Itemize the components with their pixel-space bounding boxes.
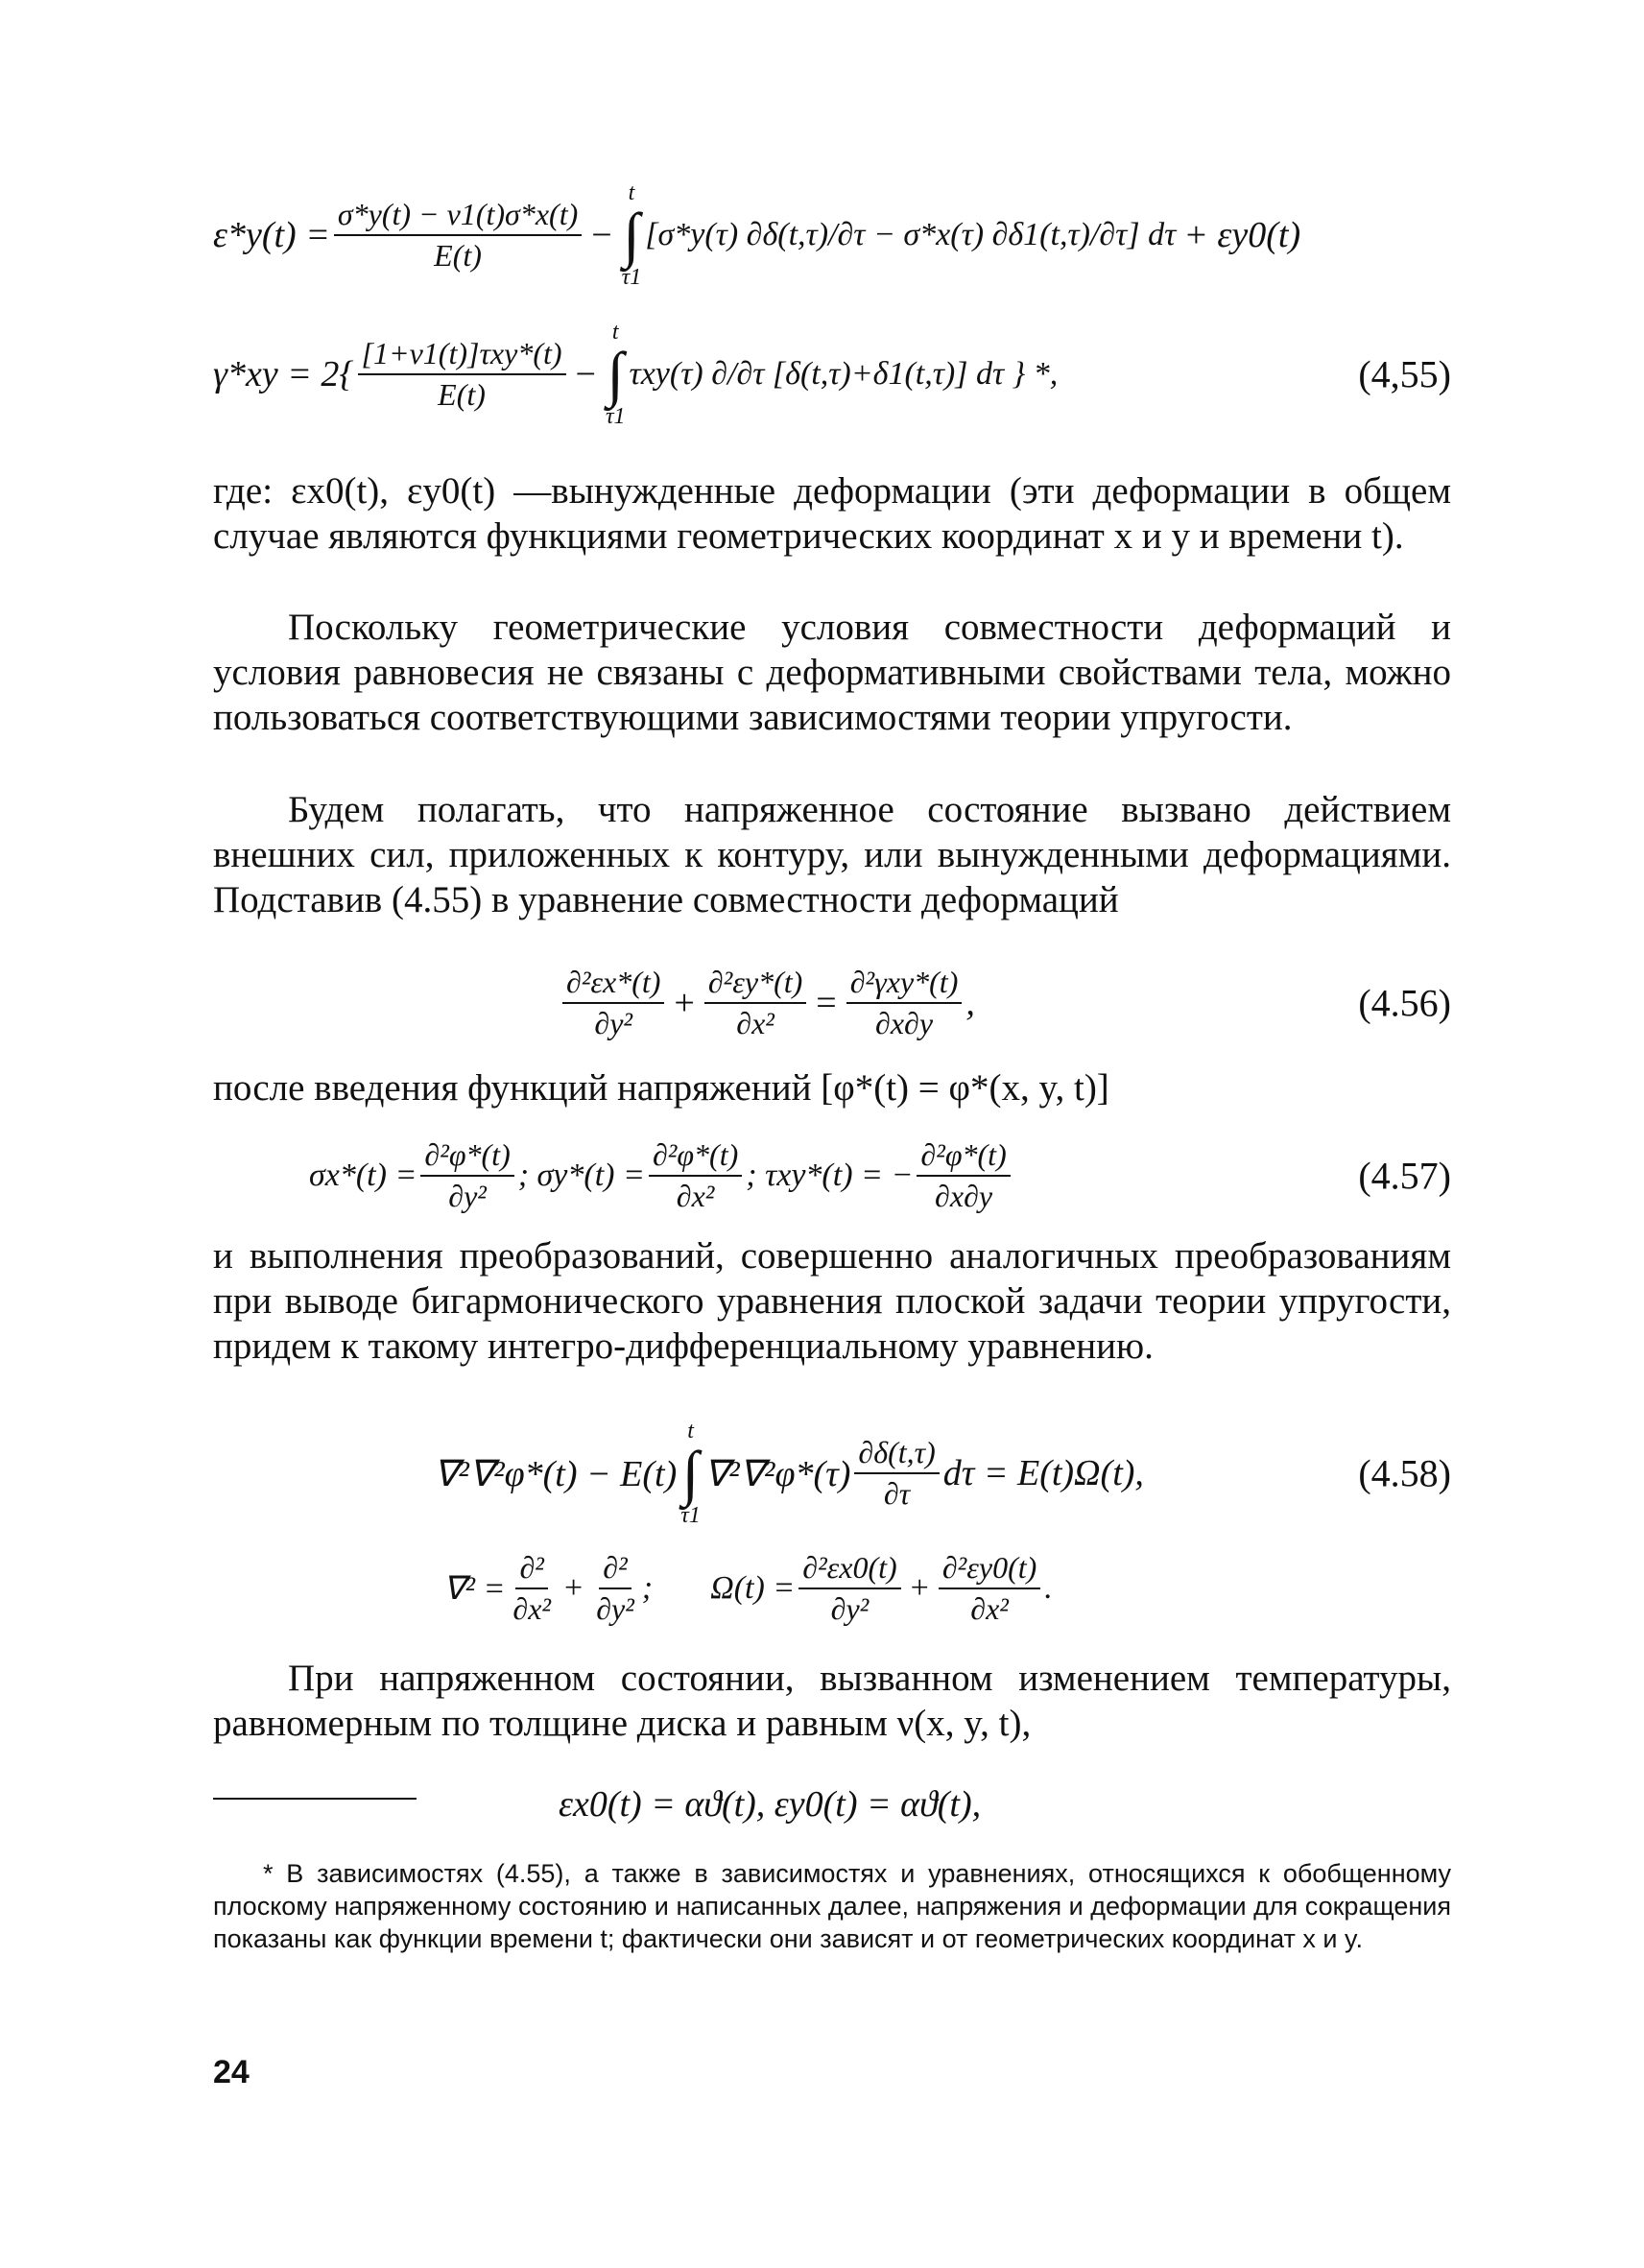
nabla-frac2 — [592, 1550, 638, 1627]
eq2-int-upper: t — [611, 320, 619, 345]
eq456-term1 — [562, 965, 664, 1041]
eq457-sigma-y-lhs: ; σy*(t) = — [517, 1158, 645, 1193]
eq456-t1-num: ∂²εx*(t) — [562, 965, 664, 1004]
eq457-a-num: ∂²φ*(t) — [420, 1137, 513, 1177]
nabla-n2-num: ∂² — [599, 1550, 631, 1589]
eq456-term3 — [846, 965, 963, 1041]
omega-plus: + — [910, 1570, 929, 1606]
para3-text: Будем полагать, что напряженное состояние вызвано действием внешних сил, приложенных к контуру, или вынужденными деформациями. Подставив (4.55) в уравнение совместности деформаций — [213, 789, 1451, 920]
eq457-a-den: ∂y² — [448, 1179, 487, 1213]
nabla-plus: + — [564, 1570, 584, 1606]
integral-sign-icon: ∫ — [623, 201, 640, 269]
omega-o2-num: ∂²εy0(t) — [939, 1550, 1040, 1589]
eq1-frac-den: E(t) — [434, 238, 482, 273]
eq1-int-lower: τ1 — [621, 265, 642, 290]
equation-number-4-56: (4.56) — [1358, 981, 1451, 1025]
equation-4-55-line1 — [213, 178, 1451, 293]
eq1-integral — [622, 181, 642, 289]
eq458-frac-den: ∂τ — [883, 1476, 911, 1511]
eq456-t2-den: ∂x² — [736, 1006, 774, 1040]
eq2-int-lower: τ1 — [605, 404, 626, 429]
paragraph-temperature — [213, 1656, 1451, 1746]
eq456-t3-den: ∂x∂y — [875, 1006, 934, 1040]
eq458-rhs: dτ = E(t)Ω(t), — [942, 1453, 1144, 1493]
eq457-c-den: ∂x∂y — [935, 1179, 993, 1213]
eq458-integral — [680, 1420, 701, 1527]
eq457-c-num: ∂²φ*(t) — [917, 1137, 1010, 1177]
equation-number-4-58: (4.58) — [1358, 1451, 1451, 1495]
equation-number-4-55: (4,55) — [1358, 352, 1451, 396]
eq458-integrand: ∇²∇²φ*(τ) — [703, 1453, 851, 1494]
omega-o1-den: ∂y² — [830, 1591, 870, 1626]
nabla-lhs: ∇² = — [443, 1571, 506, 1607]
eq1-lhs: ε*y(t) = — [213, 215, 330, 255]
eq1-int-upper: t — [628, 180, 635, 205]
eq2-frac-den: E(t) — [438, 377, 486, 412]
omega-o1-num: ∂²εx0(t) — [798, 1550, 900, 1589]
paragraph-stress-functions — [213, 1065, 1451, 1110]
omega-end: . — [1044, 1570, 1053, 1606]
paragraph-compatibility — [213, 605, 1451, 740]
eq2-frac-num: [1+ν1(t)]τxy*(t) — [358, 336, 566, 375]
nabla-semicolon: ; — [641, 1570, 654, 1606]
eq456-t1-den: ∂y² — [594, 1006, 633, 1040]
eq2-minus: − — [575, 354, 596, 394]
footnote-divider — [213, 1798, 417, 1800]
omega-frac1 — [798, 1550, 900, 1627]
equation-4-55-line2 — [213, 312, 1451, 437]
omega-lhs: Ω(t) = — [710, 1570, 796, 1606]
eq456-equals: = — [816, 983, 837, 1023]
nabla-n2-den: ∂y² — [596, 1591, 634, 1626]
equation-4-56 — [213, 950, 1451, 1056]
para1-text: где: εx0(t), εy0(t) —вынужденные деформации (эти деформации в общем случае являются функциями геометрических координат x и y и времени t). — [213, 470, 1451, 557]
para4-text: после введения функций напряжений [φ*(t) = φ*(x, y, t)] — [213, 1067, 1109, 1109]
equation-forced-strain — [213, 1780, 1451, 1828]
eq456-comma: , — [965, 983, 975, 1023]
paragraph-transformations — [213, 1233, 1451, 1369]
eq457-sigma-x-lhs: σx*(t) = — [309, 1158, 417, 1193]
paragraph-forced-deformations — [213, 468, 1451, 559]
eq2-integral — [606, 321, 626, 428]
eq457-sigma-x-frac — [420, 1137, 513, 1214]
integral-sign-icon: ∫ — [607, 340, 625, 408]
equation-number-4-57: (4.57) — [1358, 1154, 1451, 1198]
eq457-sigma-y-frac — [649, 1137, 742, 1214]
nabla-frac1 — [509, 1550, 555, 1627]
eq1-minus: − — [591, 215, 612, 255]
omega-o2-den: ∂x² — [970, 1591, 1009, 1626]
eq1-frac-num: σ*y(t) − ν1(t)σ*x(t) — [334, 197, 582, 236]
eq458-frac — [854, 1435, 939, 1512]
equation-4-57 — [213, 1123, 1451, 1229]
eq457-b-den: ∂x² — [676, 1179, 715, 1213]
eq456-term2 — [704, 965, 806, 1041]
para5-text: и выполнения преобразований, совершенно аналогичных преобразованиям при выводе бигармонического уравнения плоской задачи теории упругости, придем к такому интегро-дифференциальному уравнению. — [213, 1235, 1451, 1367]
eq457-tau-frac — [917, 1137, 1010, 1214]
eq1-integrand: [σ*y(τ) ∂δ(t,τ)/∂τ − σ*x(τ) ∂δ1(t,τ)/∂τ] dτ — [645, 217, 1177, 252]
eq2-integrand: τxy(τ) ∂/∂τ [δ(t,τ)+δ1(t,τ)] dτ } *, — [629, 356, 1059, 392]
page-number: 24 — [213, 2054, 250, 2090]
eq-last-text: εx0(t) = αϑ(t), εy0(t) = αϑ(t), — [559, 1784, 982, 1825]
eq1-plus-term: + εy0(t) — [1183, 215, 1301, 255]
eq2-lhs: γ*xy = 2{ — [213, 354, 354, 394]
footnote-text: * В зависимостях (4.55), а также в зависимостях и уравнениях, относящихся к обобщенному плоскому напряженному состоянию и написанных далее, напряжения и деформации для сокращения показаны как функции времени t; фактически они зависят и от геометрических координат x и y. — [213, 1859, 1451, 1953]
eq458-lhs: ∇²∇²φ*(t) − E(t) — [434, 1453, 678, 1494]
equation-4-58-definitions — [213, 1536, 1451, 1641]
nabla-n1-den: ∂x² — [512, 1591, 551, 1626]
eq457-b-num: ∂²φ*(t) — [649, 1137, 742, 1177]
eq458-frac-num: ∂δ(t,τ) — [854, 1435, 939, 1474]
eq458-int-lower: τ1 — [680, 1503, 701, 1528]
nabla-n1-num: ∂² — [515, 1550, 547, 1589]
footnote — [213, 1857, 1451, 1955]
eq456-plus: + — [674, 983, 695, 1023]
eq2-fraction — [358, 336, 566, 413]
omega-frac2 — [939, 1550, 1040, 1627]
eq456-t3-num: ∂²γxy*(t) — [846, 965, 963, 1004]
eq458-int-upper: t — [687, 1419, 694, 1444]
para2-text: Поскольку геометрические условия совместности деформаций и условия равновесия не связаны с деформативными свойствами тела, можно пользоваться соответствующими зависимостями теории упругости. — [213, 607, 1451, 738]
eq1-fraction — [334, 197, 582, 274]
para6-text: При напряженном состоянии, вызванном изменением температуры, равномерным по толщине диска и равным ν(x, y, t), — [213, 1658, 1451, 1744]
eq457-tau-lhs: ; τxy*(t) = − — [746, 1158, 914, 1193]
integral-sign-icon: ∫ — [681, 1439, 700, 1507]
paragraph-stress-state — [213, 787, 1451, 922]
equation-4-58 — [213, 1416, 1451, 1531]
eq456-t2-num: ∂²εy*(t) — [704, 965, 806, 1004]
